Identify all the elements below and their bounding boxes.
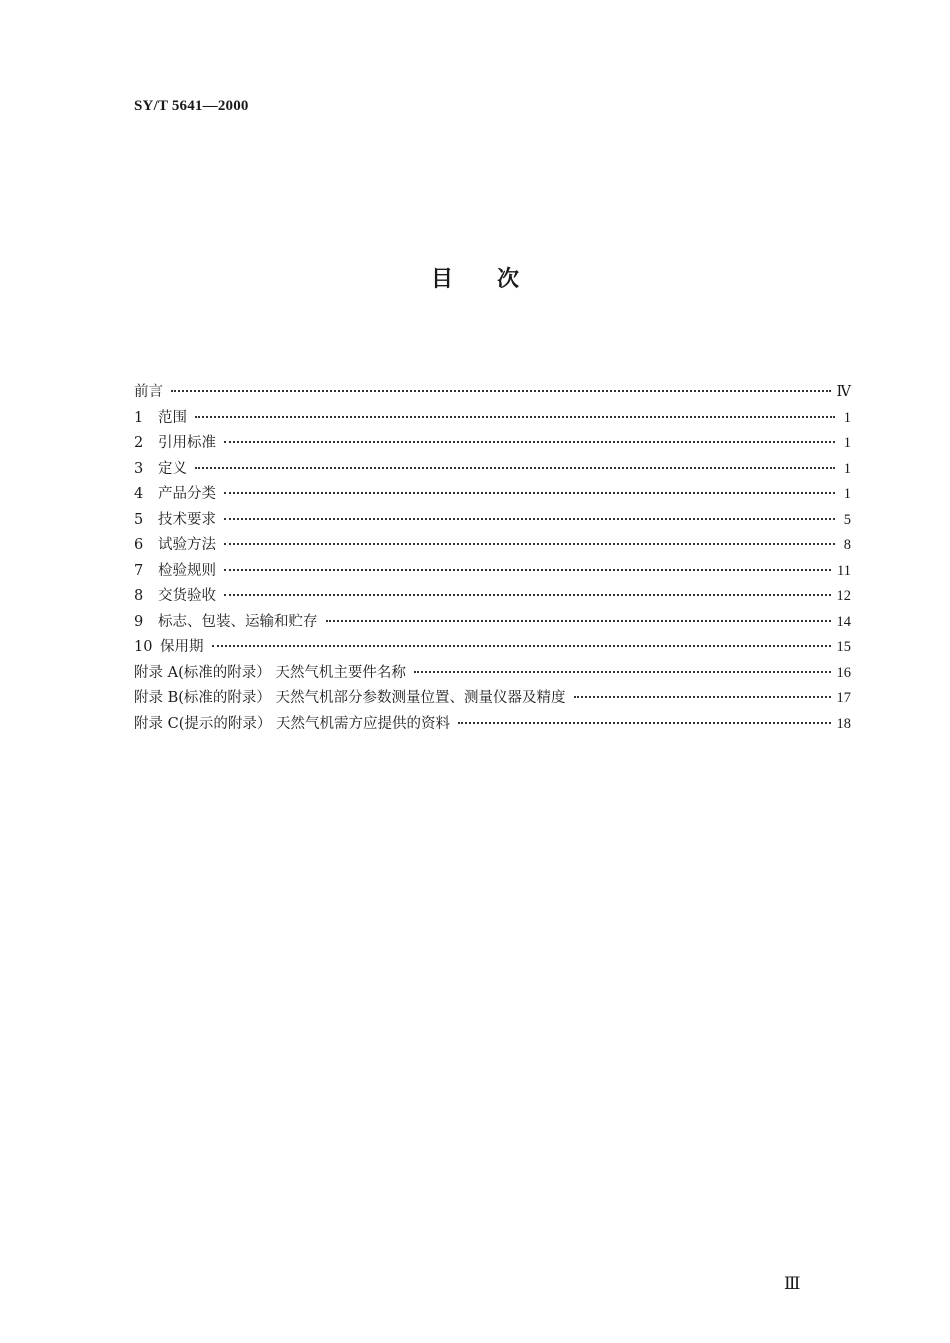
toc-heading <box>0 262 950 293</box>
toc-heading-char-1: 目 <box>430 267 453 292</box>
toc-entry-appendix-b[interactable] <box>134 686 851 712</box>
toc-entry-number: 8 <box>134 588 144 604</box>
toc-entry-10[interactable] <box>134 635 851 661</box>
toc-entry-number: 5 <box>134 511 144 528</box>
toc-entry-label: 保用期 <box>160 639 204 655</box>
toc-entry-label: 附录 B(标准的附录） 天然气机部分参数测量位置、测量仪器及精度 <box>134 690 566 706</box>
toc-entry-page: 5 <box>843 511 851 528</box>
toc-entry-page: 1 <box>843 460 851 477</box>
toc-entry-number: 3 <box>134 460 144 477</box>
toc-entry-7[interactable] <box>134 559 851 585</box>
toc-heading-char-2: 次 <box>497 267 520 292</box>
toc-entry-page: 11 <box>837 562 851 579</box>
toc-entry-page: 1 <box>843 486 851 502</box>
toc-entry-page: 12 <box>836 588 851 604</box>
toc-entry-label: 引用标准 <box>158 435 216 451</box>
toc-leader-dots <box>414 671 831 673</box>
toc-entry-number: 4 <box>134 486 144 502</box>
toc-leader-dots <box>224 441 835 443</box>
toc-entry-3[interactable] <box>134 457 851 483</box>
toc-entry-number: 9 <box>134 613 144 630</box>
toc-entry-page: 16 <box>836 664 851 681</box>
toc-entry-page: 17 <box>836 690 851 706</box>
toc-entry-page: 8 <box>843 537 851 553</box>
toc-entry-label: 定义 <box>158 460 187 477</box>
toc-entry-appendix-c[interactable] <box>134 712 851 738</box>
toc-leader-dots <box>195 467 835 469</box>
toc-entry-label: 产品分类 <box>158 486 216 502</box>
toc-leader-dots <box>224 492 835 494</box>
toc-leader-dots <box>326 620 831 622</box>
toc-entry-9[interactable] <box>134 610 851 636</box>
toc-entry-number: 1 <box>134 409 144 426</box>
toc-entry-1[interactable] <box>134 406 851 432</box>
toc-entry-4[interactable] <box>134 482 851 508</box>
page-number: Ⅲ <box>784 1274 801 1293</box>
toc-entry-label: 前言 <box>134 384 163 400</box>
toc-entry-label: 技术要求 <box>158 511 216 528</box>
toc-entry-number: 10 <box>134 639 153 655</box>
toc-entry-appendix-a[interactable] <box>134 661 851 687</box>
toc-entry-number: 2 <box>134 435 144 451</box>
toc-leader-dots <box>224 594 831 596</box>
toc-leader-dots <box>574 696 831 698</box>
toc-entry-number: 7 <box>134 562 144 579</box>
toc-entry-page: 1 <box>843 435 851 451</box>
toc-entry-label: 附录 A(标准的附录） 天然气机主要件名称 <box>134 664 406 681</box>
toc-entry-8[interactable] <box>134 584 851 610</box>
toc-entry-2[interactable] <box>134 431 851 457</box>
toc-leader-dots <box>224 543 835 545</box>
toc-entry-label: 交货验收 <box>158 588 216 604</box>
toc-entry-5[interactable] <box>134 508 851 534</box>
toc-entry-number: 6 <box>134 537 144 553</box>
toc-entry-page: 18 <box>836 715 851 732</box>
toc-entry-page: 1 <box>843 409 851 426</box>
toc-entry-page: 15 <box>836 639 851 655</box>
standard-code: SY/T 5641—2000 <box>134 98 249 114</box>
table-of-contents <box>134 380 851 737</box>
toc-entry-page: 14 <box>836 613 851 630</box>
toc-entry-page: Ⅳ <box>836 384 851 400</box>
toc-leader-dots <box>195 416 835 418</box>
toc-leader-dots <box>458 722 831 724</box>
toc-entry-label: 范围 <box>158 409 187 426</box>
toc-entry-label: 附录 C(提示的附录） 天然气机需方应提供的资料 <box>134 715 450 732</box>
toc-entry-6[interactable] <box>134 533 851 559</box>
toc-leader-dots <box>212 645 831 647</box>
toc-entry-label: 试验方法 <box>158 537 216 553</box>
toc-entry-preface[interactable] <box>134 380 851 406</box>
toc-leader-dots <box>171 390 831 392</box>
toc-entry-label: 标志、包装、运输和贮存 <box>158 613 318 630</box>
toc-leader-dots <box>224 569 831 571</box>
toc-leader-dots <box>224 518 835 520</box>
toc-entry-label: 检验规则 <box>158 562 216 579</box>
